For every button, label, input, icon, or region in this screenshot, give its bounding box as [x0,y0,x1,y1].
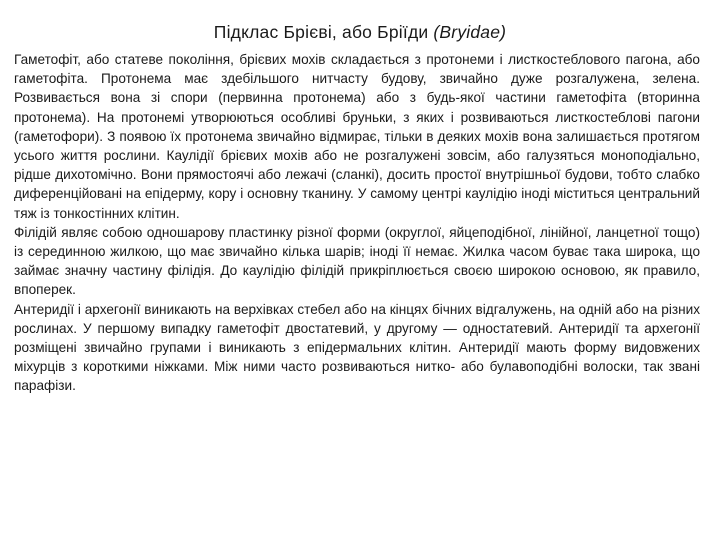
body-text [14,50,700,396]
paragraph-gametophyte: Гаметофіт, або статеве покоління, брієвих мохів складається з протонеми і листкостеблового пагона, або гаметофіта. Протонема має здебільшого нитчасту будову, звичайно дуже розгалужена, зелена. Розвивається вона зі спори (первинна протонема) або з будь-якої частини гаметофіта (вторинна протонема). На протонемі утворюються особливі бруньки, з яких і розвиваються листкостеблові пагони (гаметофори). З появою їх протонема звичайно відмирає, тільки в деяких мохів вона залишається протягом усього життя рослини. Каулідії брієвих мохів або не розгалужені зовсім, або галузяться моноподіально, рідше дихотомічно. Вони прямостоячі або лежачі (сланкі), досить простої внутрішньої будови, тобто слабко диференційовані на епідерму, кору і основну тканину. У самому центрі каулідію іноді міститься центральний тяж із тонкостінних клітин. [14,52,700,221]
page-title [0,22,720,43]
title-latin: (Bryidae) [433,22,507,42]
paragraph-phyllidium: Філідій являє собою одношарову пластинку різної форми (округлої, яйцеподібної, лінійної, ланцетної тощо) із серединною жилкою, що має звичайно кілька шарів; іноді її немає. Жилка часом буває така широка, що займає значну частину філідія. До каулідію філідій прикріплюється своєю широкою основою, як правило, впоперек. [14,224,700,298]
title-main: Підклас Брієві, або Бріїди [213,22,429,42]
paragraph-antheridia: Антеридії і архегонії виникають на верхівках стебел або на кінцях бічних відгалужень, на одній або на різних рослинах. У першому випадку гаметофіт двостатевий, у другому — одностатевий. Антеридії та архегонії розміщені звичайно групами і виникають з епідермальних клітин. Антеридії мають форму видовжених міхурців з короткими ніжками. Між ними часто розвиваються нитко- або булавоподібні волоски, так звані парафізи. [14,301,700,394]
